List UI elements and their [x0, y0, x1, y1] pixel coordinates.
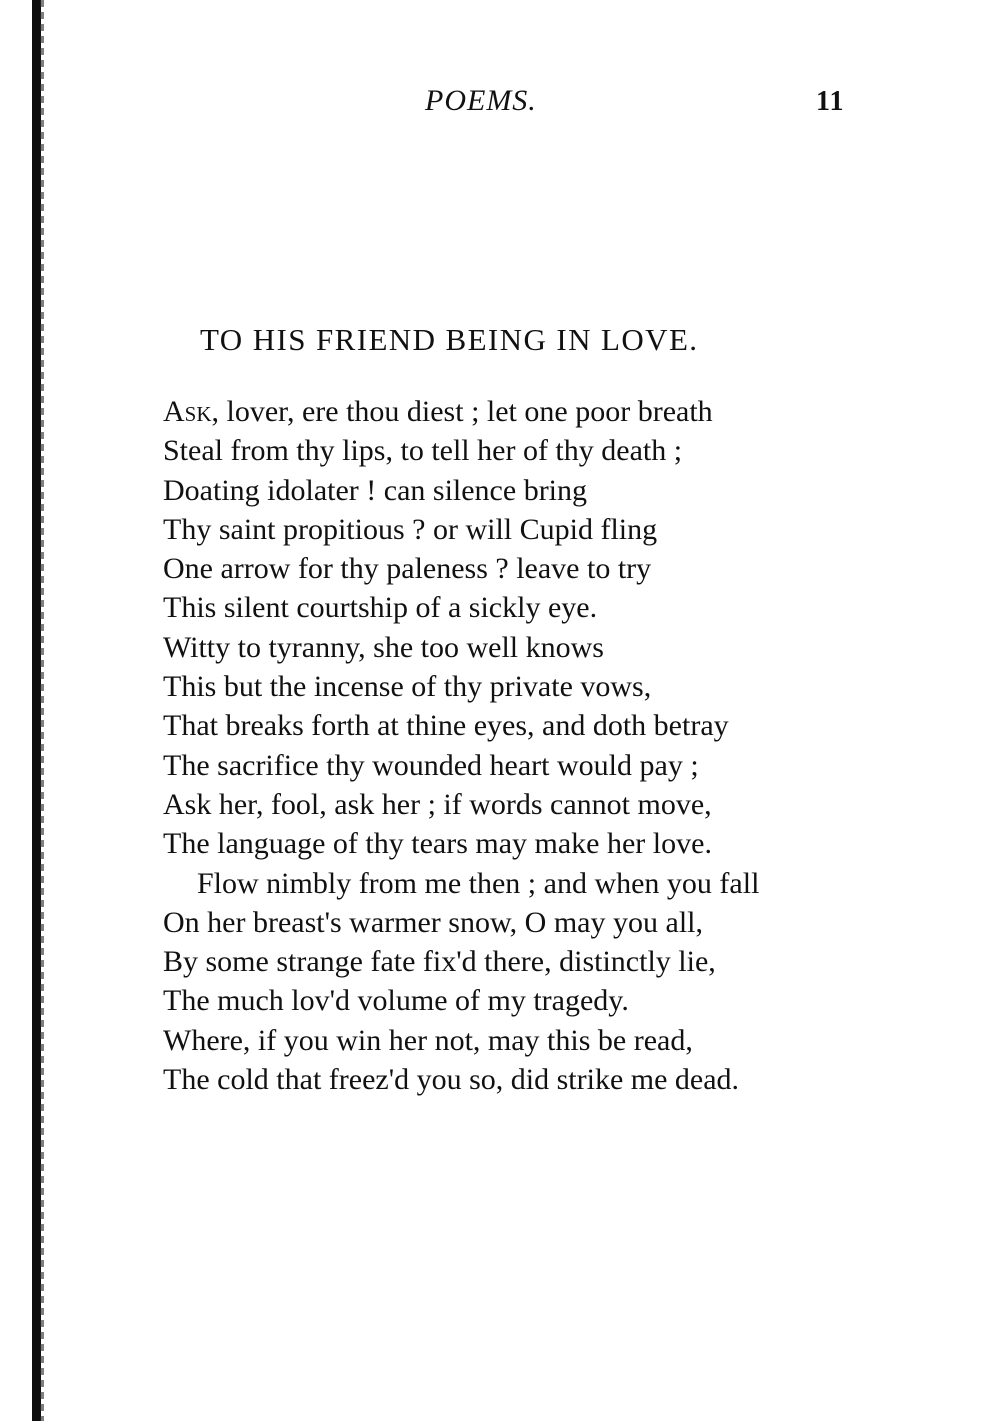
verse-line: Doating idolater ! can silence bring [163, 473, 588, 507]
verse-line: On her breast's warmer snow, O may you all, [163, 905, 703, 939]
verse-line-indented: Flow nimbly from me then ; and when you fall [197, 866, 760, 900]
verse-line: Steal from thy lips, to tell her of thy death ; [163, 434, 683, 468]
poem-title: TO HIS FRIEND BEING IN LOVE. [200, 322, 699, 357]
verse-line: This but the incense of thy private vows, [163, 670, 652, 704]
first-word: Ask [163, 395, 212, 428]
verse-line: The cold that freez'd you so, did strike me dead. [163, 1063, 740, 1097]
verse-line: The sacrifice thy wounded heart would pay ; [163, 748, 699, 782]
verse-line: By some strange fate fix'd there, distinctly lie, [163, 945, 716, 979]
poem-body [163, 392, 863, 1099]
page-gutter-edge [32, 0, 41, 1421]
verse-line [163, 392, 863, 431]
verse-line: Ask her, fool, ask her ; if words cannot move, [163, 787, 712, 821]
verse-line: This silent courtship of a sickly eye. [163, 591, 598, 625]
running-head [0, 84, 1000, 128]
verse-line: One arrow for thy paleness ? leave to try [163, 552, 652, 586]
running-title: POEMS. [425, 84, 537, 117]
first-line-rest: , lover, ere thou diest ; let one poor breath [211, 395, 713, 428]
verse-line: The language of thy tears may make her love. [163, 827, 712, 861]
verse-line: Thy saint propitious ? or will Cupid fling [163, 512, 658, 546]
verse-line: Witty to tyranny, she too well knows [163, 630, 604, 664]
verse-line: The much lov'd volume of my tragedy. [163, 984, 629, 1018]
verse-line: That breaks forth at thine eyes, and doth betray [163, 709, 729, 743]
verse-line: Where, if you win her not, may this be read, [163, 1023, 693, 1057]
page-number: 11 [816, 86, 845, 117]
